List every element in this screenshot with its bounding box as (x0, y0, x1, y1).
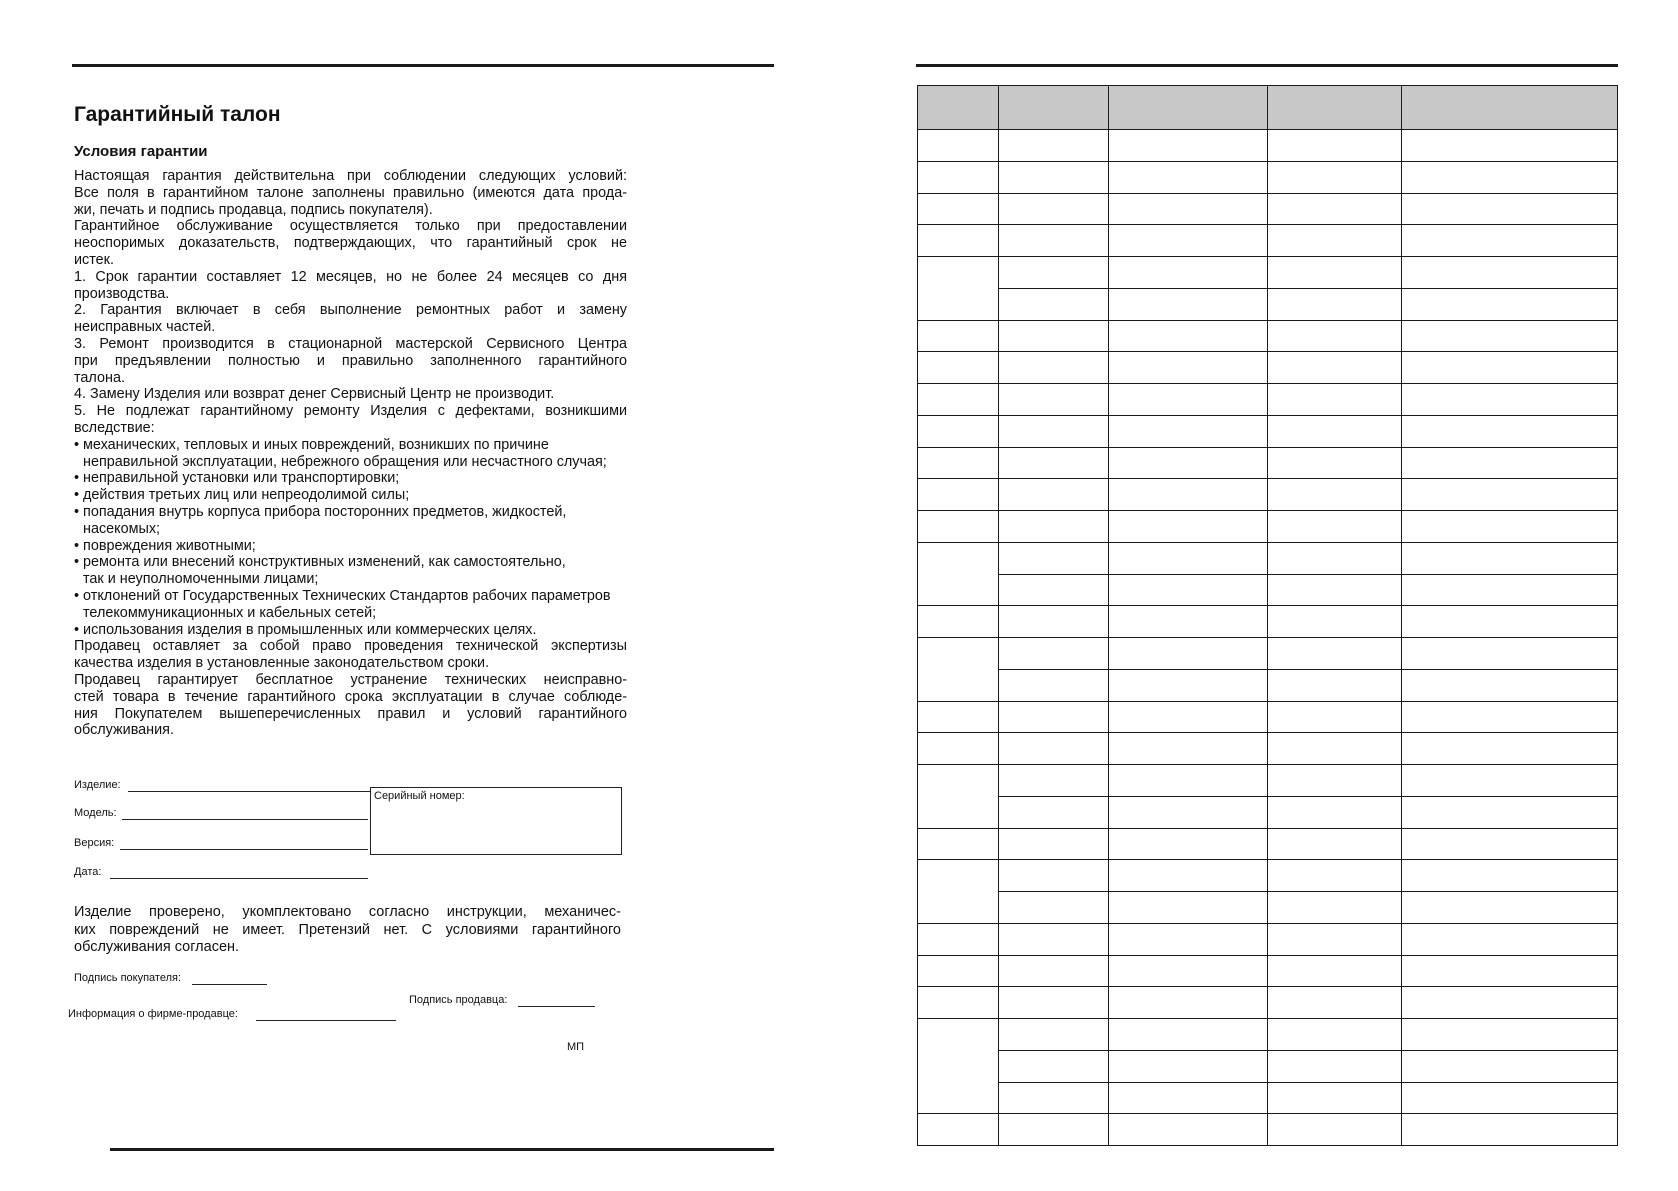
table-cell[interactable] (1109, 923, 1268, 955)
table-cell[interactable] (1109, 447, 1268, 479)
table-row (918, 828, 1618, 860)
table-cell[interactable] (1109, 987, 1268, 1019)
table-cell[interactable] (1402, 955, 1618, 987)
table-cell[interactable] (918, 765, 999, 829)
table-cell[interactable] (918, 161, 999, 193)
table-cell[interactable] (1268, 1114, 1402, 1146)
body-text-line: талона. (74, 369, 125, 386)
table-cell[interactable] (1402, 415, 1618, 447)
table-cell[interactable] (918, 193, 999, 225)
table-cell[interactable] (918, 923, 999, 955)
table-row (918, 225, 1618, 257)
table-row (918, 987, 1618, 1019)
body-text-line: стей товара в течение гарантийного срока эксплуатации в случае соблюде- (74, 688, 627, 705)
buyer-signature-label: Подпись покупателя: (74, 972, 182, 984)
table-cell[interactable] (1402, 193, 1618, 225)
body-text-line: ния Покупателем вышеперечисленных правил и условий гарантийного (74, 705, 627, 722)
table-cell[interactable] (999, 511, 1109, 543)
table-cell[interactable] (1268, 1019, 1402, 1051)
table-cell[interactable] (1109, 1114, 1268, 1146)
table-cell[interactable] (1268, 638, 1402, 670)
table-cell[interactable] (1109, 701, 1268, 733)
serial-number-label: Серийный номер: (374, 790, 465, 802)
table-cell[interactable] (999, 352, 1109, 384)
table-row (918, 701, 1618, 733)
table-cell[interactable] (999, 606, 1109, 638)
table-cell[interactable] (1268, 415, 1402, 447)
body-text-line: телекоммуникационных и кабельных сетей; (83, 604, 377, 621)
table-cell[interactable] (1109, 765, 1268, 797)
body-text-line: неисправных частей. (74, 319, 216, 336)
table-cell[interactable] (1402, 384, 1618, 416)
table-cell[interactable] (1402, 574, 1618, 606)
table-cell[interactable] (1109, 511, 1268, 543)
table-cell[interactable] (1402, 1050, 1618, 1082)
table-cell[interactable] (1402, 288, 1618, 320)
acceptance-text-line: Изделие проверено, укомплектовано согласно инструкции, механичес- (74, 904, 621, 920)
table-row (918, 511, 1618, 543)
table-cell[interactable] (1402, 542, 1618, 574)
body-text-line: Настоящая гарантия действительна при соблюдении следующих условий: (74, 168, 627, 184)
table-cell[interactable] (999, 1050, 1109, 1082)
body-text-line: производства. (74, 285, 170, 302)
table-row (918, 542, 1618, 574)
table-cell[interactable] (1268, 987, 1402, 1019)
table-cell[interactable] (918, 987, 999, 1019)
body-text-line: Все поля в гарантийном талоне заполнены правильно (имеются дата прода- (74, 184, 627, 201)
table-cell[interactable] (1402, 511, 1618, 543)
table-row (918, 574, 1618, 606)
table-cell[interactable] (1402, 828, 1618, 860)
table-cell[interactable] (1268, 384, 1402, 416)
table-cell[interactable] (918, 1019, 999, 1114)
table-cell[interactable] (999, 860, 1109, 892)
table-cell[interactable] (1109, 574, 1268, 606)
table-row (918, 384, 1618, 416)
body-text-line: качества изделия в установленные законодательством сроки. (74, 655, 490, 672)
table-cell[interactable] (1268, 955, 1402, 987)
table-cell[interactable] (1402, 923, 1618, 955)
table-cell[interactable] (1109, 828, 1268, 860)
table-cell[interactable] (1268, 860, 1402, 892)
table-cell[interactable] (1268, 479, 1402, 511)
table-cell[interactable] (1109, 415, 1268, 447)
table-cell[interactable] (999, 638, 1109, 670)
table-cell[interactable] (1402, 733, 1618, 765)
table-cell[interactable] (1268, 542, 1402, 574)
table-cell[interactable] (1109, 288, 1268, 320)
table-cell[interactable] (1109, 193, 1268, 225)
right-top-rule (916, 64, 1618, 67)
table-cell[interactable] (1402, 1019, 1618, 1051)
table-row (918, 638, 1618, 670)
section-subtitle: Условия гарантии (74, 143, 208, 160)
table-cell[interactable] (1402, 606, 1618, 638)
body-text-line: при предъявлении полностью и правильно заполненного гарантийного (74, 352, 627, 369)
table-cell[interactable] (999, 384, 1109, 416)
table-row (918, 130, 1618, 162)
table-cell[interactable] (1402, 638, 1618, 670)
table-cell[interactable] (918, 384, 999, 416)
table-cell[interactable] (1268, 923, 1402, 955)
table-cell[interactable] (999, 193, 1109, 225)
table-cell[interactable] (1109, 257, 1268, 289)
table-cell[interactable] (1268, 733, 1402, 765)
table-cell[interactable] (1402, 320, 1618, 352)
table-cell[interactable] (1268, 320, 1402, 352)
table-row (918, 796, 1618, 828)
table-cell[interactable] (918, 701, 999, 733)
table-cell[interactable] (1402, 765, 1618, 797)
table-cell[interactable] (1109, 1019, 1268, 1051)
table-cell[interactable] (1402, 479, 1618, 511)
table-cell[interactable] (1402, 796, 1618, 828)
table-cell[interactable] (1109, 955, 1268, 987)
table-cell[interactable] (999, 479, 1109, 511)
table-cell[interactable] (999, 733, 1109, 765)
table-header-cell (918, 86, 999, 130)
company-info-label: Информация о фирме-продавце: (68, 1008, 238, 1020)
table-cell[interactable] (999, 542, 1109, 574)
table-cell[interactable] (999, 415, 1109, 447)
table-cell[interactable] (999, 701, 1109, 733)
table-cell[interactable] (1268, 796, 1402, 828)
body-text-line: истек. (74, 251, 114, 268)
table-cell[interactable] (1268, 606, 1402, 638)
date-field-line[interactable] (110, 878, 368, 879)
table-cell[interactable] (999, 225, 1109, 257)
table-cell[interactable] (1402, 130, 1618, 162)
table-cell[interactable] (1109, 542, 1268, 574)
table-cell[interactable] (918, 225, 999, 257)
table-cell[interactable] (999, 955, 1109, 987)
table-row (918, 288, 1618, 320)
table-cell[interactable] (1268, 447, 1402, 479)
version-field-label: Версия: (74, 837, 115, 849)
table-row (918, 1114, 1618, 1146)
table-cell[interactable] (1268, 574, 1402, 606)
table-cell[interactable] (1268, 161, 1402, 193)
table-cell[interactable] (1402, 1082, 1618, 1114)
table-cell[interactable] (1109, 1050, 1268, 1082)
table-cell[interactable] (1268, 1050, 1402, 1082)
table-cell[interactable] (999, 1082, 1109, 1114)
table-cell[interactable] (1109, 1082, 1268, 1114)
body-text-line: 2. Гарантия включает в себя выполнение ремонтных работ и замену (74, 302, 627, 319)
stamp-place-label: МП (567, 1041, 585, 1053)
body-text-line: Гарантийное обслуживание осуществляется только при предоставлении (74, 218, 627, 235)
table-cell[interactable] (1268, 193, 1402, 225)
table-cell[interactable] (1268, 701, 1402, 733)
table-cell[interactable] (918, 1114, 999, 1146)
table-row (918, 352, 1618, 384)
table-cell[interactable] (1109, 892, 1268, 924)
table-cell[interactable] (1109, 479, 1268, 511)
table-row (918, 923, 1618, 955)
body-text-line: жи, печать и подпись продавца, подпись покупателя). (74, 201, 433, 218)
table-cell[interactable] (918, 130, 999, 162)
body-text-line: 3. Ремонт производится в стационарной мастерской Сервисного Центра (74, 335, 627, 352)
model-field-label: Модель: (74, 807, 117, 819)
table-header-cell (1109, 86, 1268, 130)
table-cell[interactable] (1109, 606, 1268, 638)
seller-signature-label: Подпись продавца: (409, 994, 508, 1006)
body-text-line: 4. Замену Изделия или возврат денег Сервисный Центр не производит. (74, 386, 555, 403)
table-cell[interactable] (999, 161, 1109, 193)
table-cell[interactable] (999, 130, 1109, 162)
table-cell[interactable] (999, 765, 1109, 797)
warranty-conditions-text (74, 168, 627, 739)
table-row (918, 320, 1618, 352)
table-cell[interactable] (1268, 130, 1402, 162)
table-cell[interactable] (999, 796, 1109, 828)
table-cell[interactable] (1109, 796, 1268, 828)
table-cell[interactable] (918, 320, 999, 352)
table-row (918, 765, 1618, 797)
table-cell[interactable] (1109, 638, 1268, 670)
table-cell[interactable] (1109, 225, 1268, 257)
product-field-line[interactable] (128, 791, 371, 792)
table-cell[interactable] (999, 1114, 1109, 1146)
body-text-line: • ремонта или внесений конструктивных изменений, как самостоятельно, (74, 554, 566, 571)
table-row (918, 606, 1618, 638)
table-cell[interactable] (999, 669, 1109, 701)
table-cell[interactable] (1268, 765, 1402, 797)
body-text-line: обслуживания. (74, 722, 174, 739)
version-field-line[interactable] (120, 849, 368, 850)
body-text-line: неоспоримых доказательств, подтверждающих, что гарантийный срок не (74, 235, 627, 252)
acceptance-text-line: ких повреждений не имеет. Претензий нет. С условиями гарантийного (74, 921, 621, 938)
table-cell[interactable] (999, 892, 1109, 924)
table-cell[interactable] (918, 447, 999, 479)
body-text-line: так и неуполномоченными лицами; (83, 571, 319, 588)
table-row (918, 193, 1618, 225)
table-cell[interactable] (918, 955, 999, 987)
body-text-line: 5. Не подлежат гарантийному ремонту Изделия с дефектами, возникшими (74, 403, 627, 420)
table-cell[interactable] (918, 352, 999, 384)
table-row (918, 892, 1618, 924)
table-cell[interactable] (1109, 352, 1268, 384)
table-row (918, 447, 1618, 479)
model-field-line[interactable] (122, 819, 368, 820)
buyer-signature-line[interactable] (192, 984, 267, 985)
table-cell[interactable] (918, 638, 999, 702)
seller-signature-line[interactable] (518, 1006, 595, 1007)
table-cell[interactable] (1268, 892, 1402, 924)
table-row (918, 733, 1618, 765)
table-cell[interactable] (1402, 1114, 1618, 1146)
table-cell[interactable] (999, 288, 1109, 320)
table-cell[interactable] (1402, 669, 1618, 701)
table-row (918, 669, 1618, 701)
product-field-label: Изделие: (74, 779, 121, 791)
table-cell[interactable] (1268, 669, 1402, 701)
table-cell[interactable] (1402, 161, 1618, 193)
table-cell[interactable] (1402, 225, 1618, 257)
table-cell[interactable] (999, 574, 1109, 606)
table-row (918, 1050, 1618, 1082)
table-header-cell (999, 86, 1109, 130)
table-cell[interactable] (999, 257, 1109, 289)
table-cell[interactable] (1268, 352, 1402, 384)
table-cell[interactable] (999, 923, 1109, 955)
body-text-line: • использования изделия в промышленных или коммерческих целях. (74, 621, 537, 638)
table-header-cell (1268, 86, 1402, 130)
serial-number-box[interactable] (370, 787, 622, 855)
date-field-label: Дата: (74, 866, 102, 878)
table-cell[interactable] (1109, 860, 1268, 892)
table-cell[interactable] (1109, 130, 1268, 162)
table-cell[interactable] (918, 860, 999, 924)
body-text-line: • механических, тепловых и иных повреждений, возникших по причине (74, 436, 549, 453)
table-header-cell (1402, 86, 1618, 130)
table-cell[interactable] (918, 733, 999, 765)
table-cell[interactable] (1402, 701, 1618, 733)
acceptance-statement (74, 904, 621, 957)
table-header-row (918, 86, 1618, 130)
body-text-line: Продавец оставляет за собой право проведения технической экспертизы (74, 638, 627, 655)
table-cell[interactable] (1268, 288, 1402, 320)
table-cell[interactable] (999, 987, 1109, 1019)
body-text-line: • повреждения животными; (74, 537, 256, 554)
table-cell[interactable] (1402, 352, 1618, 384)
company-info-line[interactable] (256, 1020, 396, 1021)
table-row (918, 257, 1618, 289)
left-bottom-rule (110, 1148, 774, 1151)
table-cell[interactable] (918, 828, 999, 860)
table-cell[interactable] (1402, 987, 1618, 1019)
table-row (918, 161, 1618, 193)
table-cell[interactable] (1268, 1082, 1402, 1114)
table-row (918, 955, 1618, 987)
table-row (918, 479, 1618, 511)
body-text-line: неправильной эксплуатации, небрежного обращения или несчастного случая; (83, 453, 607, 470)
body-text-line: • отклонений от Государственных Технических Стандартов рабочих параметров (74, 587, 611, 604)
acceptance-text-line: обслуживания согласен. (74, 939, 240, 955)
table-cell[interactable] (1109, 384, 1268, 416)
table-row (918, 1019, 1618, 1051)
table-cell[interactable] (1109, 733, 1268, 765)
table-cell[interactable] (999, 320, 1109, 352)
body-text-line: • попадания внутрь корпуса прибора посторонних предметов, жидкостей, (74, 503, 567, 520)
page-title: Гарантийный талон (74, 103, 281, 126)
table-row (918, 415, 1618, 447)
table-cell[interactable] (1402, 447, 1618, 479)
table-cell[interactable] (1109, 669, 1268, 701)
table-cell[interactable] (999, 1019, 1109, 1051)
body-text-line: насекомых; (83, 520, 161, 537)
table-cell[interactable] (1402, 257, 1618, 289)
table-cell[interactable] (918, 606, 999, 638)
table-cell[interactable] (918, 542, 999, 606)
table-cell[interactable] (1109, 320, 1268, 352)
table-cell[interactable] (999, 828, 1109, 860)
table-cell[interactable] (918, 415, 999, 447)
table-cell[interactable] (918, 479, 999, 511)
body-text-line: 1. Срок гарантии составляет 12 месяцев, но не более 24 месяцев со дня (74, 268, 627, 285)
table-cell[interactable] (999, 447, 1109, 479)
table-row (918, 1082, 1618, 1114)
left-top-rule (72, 64, 774, 67)
table-row (918, 860, 1618, 892)
table-cell[interactable] (1402, 860, 1618, 892)
body-text-line: Продавец гарантирует бесплатное устранение технических неисправно- (74, 671, 627, 688)
table-cell[interactable] (1402, 892, 1618, 924)
table-cell[interactable] (918, 511, 999, 543)
table-cell[interactable] (918, 257, 999, 321)
table-cell[interactable] (1109, 161, 1268, 193)
table-cell[interactable] (1268, 511, 1402, 543)
body-text-line: вследствие: (74, 419, 155, 436)
body-text-line: • действия третьих лиц или непреодолимой силы; (74, 487, 410, 504)
table-cell[interactable] (1268, 828, 1402, 860)
table-cell[interactable] (1268, 225, 1402, 257)
warranty-service-table (917, 85, 1618, 1146)
body-text-line: • неправильной установки или транспортировки; (74, 470, 400, 487)
table-cell[interactable] (1268, 257, 1402, 289)
